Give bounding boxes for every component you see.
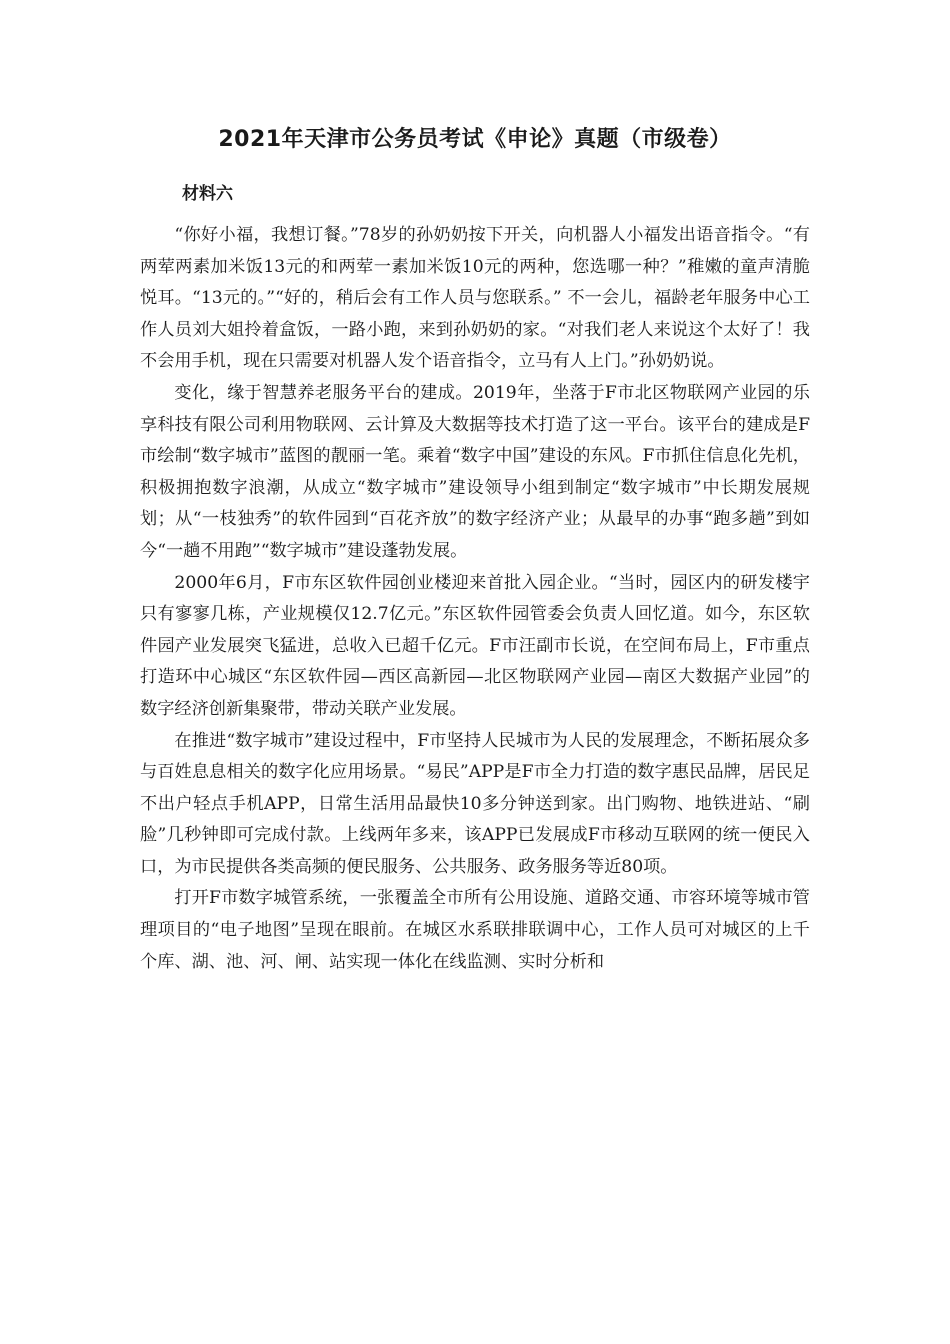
page-title: 2021年天津市公务员考试《申论》真题（市级卷） [218,127,732,152]
paragraph-1: “你好小福，我想订餐。”78岁的孙奶奶按下开关，向机器人小福发出语音指令。“有两荤两素加米饭13元的和两荤一素加米饭10元的两种，您选哪一种？”稚嫩的童声清脆悦耳。“13元的。”“好的，稍后会有工作人员与您联系。” 不一会儿，福龄老年服务中心工作人员刘大姐拎着盒饭，一路小跑，来到孙奶奶的家。“对我们老人来说这个太好了！我不会用手机，现在只需要对机器人发个语音指令，立马有人上门。”孙奶奶说。 [140,225,810,372]
paragraph-3: 2000年6月，F市东区软件园创业楼迎来首批入园企业。“当时，园区内的研发楼宇只有寥寥几栋，产业规模仅12.7亿元。”东区软件园管委会负责人回忆道。如今，东区软件园产业发展突飞猛进，总收入已超千亿元。F市汪副市长说，在空间布局上，F市重点打造环中心城区“东区软件园—西区高新园—北区物联网产业园—南区大数据产业园”的数字经济创新集聚带，带动关联产业发展。 [140,572,810,719]
paragraph-2: 变化，缘于智慧养老服务平台的建成。2019年，坐落于F市北区物联网产业园的乐享科技有限公司利用物联网、云计算及大数据等技术打造了这一平台。该平台的建成是F市绘制“数字城市”蓝图的靓丽一笔。乘着“数字中国”建设的东风。F市抓住信息化先机，积极拥抱数字浪潮，从成立“数字城市”建设领导小组到制定“数字城市”中长期发展规划；从“一枝独秀”的软件园到“百花齐放”的数字经济产业；从最早的办事“跑多趟”到如今“一趟不用跑”“数字城市”建设蓬勃发展。 [140,382,810,561]
section-label: 材料六 [182,184,233,204]
paragraph-5: 打开F市数字城管系统，一张覆盖全市所有公用设施、道路交通、市容环境等城市管理项目的“电子地图”呈现在眼前。在城区水系联排联调中心，工作人员可对城区的上千个库、湖、池、河、闸、站实现一体化在线监测、实时分析和 [140,888,810,972]
document-body [140,220,810,978]
paragraph-4: 在推进“数字城市”建设过程中，F市坚持人民城市为人民的发展理念，不断拓展众多与百姓息息相关的数字化应用场景。“易民”APP是F市全力打造的数字惠民品牌，居民足不出户轻点手机APP，日常生活用品最快10多分钟送到家。出门购物、地铁进站、“刷脸”几秒钟即可完成付款。上线两年多来，该APP已发展成F市移动互联网的统一便民入口，为市民提供各类高频的便民服务、公共服务、政务服务等近80项。 [140,730,810,877]
